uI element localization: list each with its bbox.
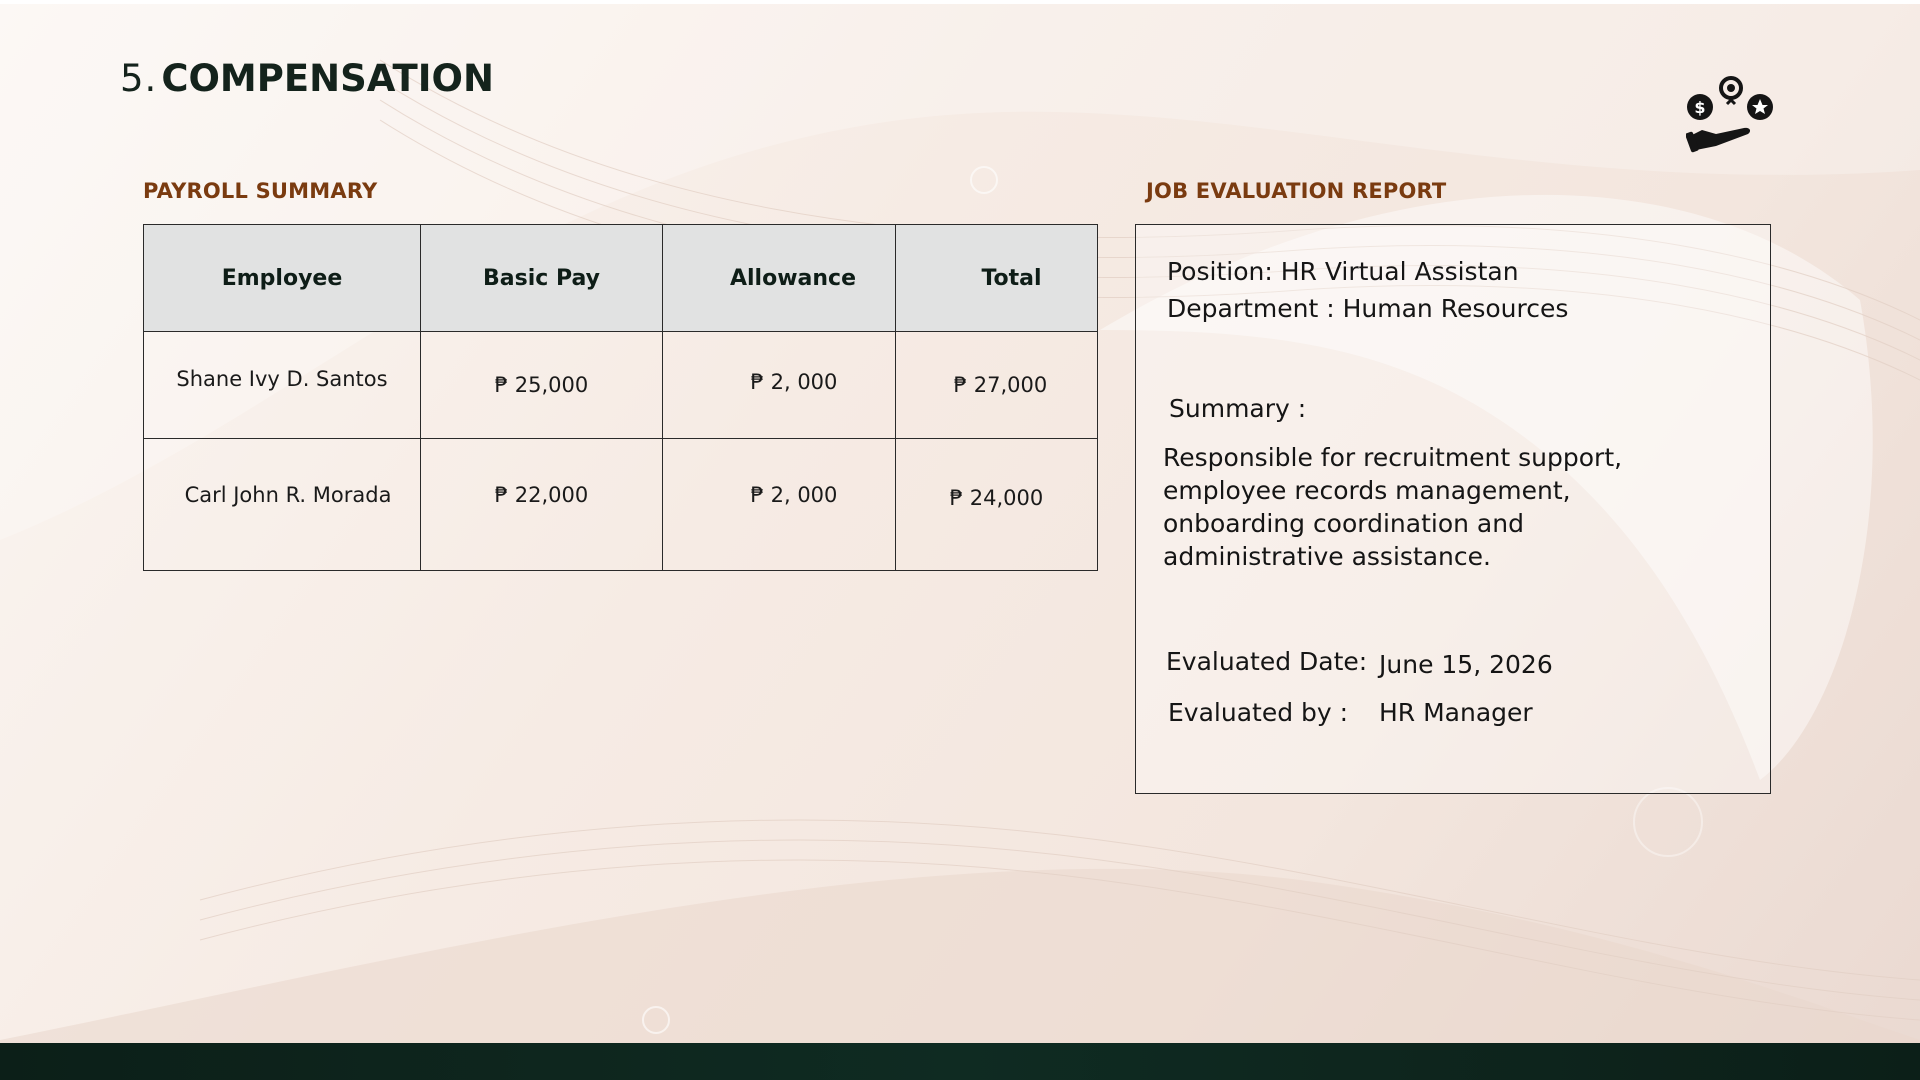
section-number: 5.	[120, 57, 158, 100]
page-title	[120, 54, 494, 104]
footer-bar	[0, 1043, 1920, 1080]
top-strip	[0, 0, 1920, 4]
payroll-summary-heading: PAYROLL SUMMARY	[143, 179, 378, 203]
department-text: Department : Human Resources	[1167, 294, 1569, 323]
evaluated-by-value: HR Manager	[1379, 698, 1533, 727]
cell-total: ₱ 24,000	[896, 439, 1098, 571]
cell-employee: Shane Ivy D. Santos	[144, 332, 421, 439]
job-evaluation-heading: JOB EVALUATION REPORT	[1146, 179, 1447, 203]
evaluated-date-label: Evaluated Date:	[1166, 647, 1368, 676]
payroll-table	[143, 224, 1098, 571]
cell-basic-pay: ₱ 22,000	[421, 439, 663, 571]
evaluated-date-value: June 15, 2026	[1379, 650, 1553, 679]
table-header-row	[144, 225, 1098, 332]
table-row	[144, 332, 1098, 439]
hand-holding-coins-icon	[1686, 74, 1776, 154]
column-header-employee: Employee	[144, 225, 421, 332]
position-text: Position: HR Virtual Assistan	[1167, 257, 1519, 286]
section-title: COMPENSATION	[161, 57, 494, 100]
table-row	[144, 439, 1098, 571]
job-evaluation-box	[1135, 224, 1771, 794]
cell-total: ₱ 27,000	[896, 332, 1098, 439]
summary-text: Responsible for recruitment support, employee records management, onboarding coordination and administrative assistance.	[1163, 443, 1623, 571]
cell-allowance: ₱ 2, 000	[663, 439, 896, 571]
cell-allowance: ₱ 2, 000	[663, 332, 896, 439]
svg-text:$: $	[1694, 98, 1706, 117]
cell-employee: Carl John R. Morada	[144, 439, 421, 571]
column-header-basic-pay: Basic Pay	[421, 225, 663, 332]
evaluated-by-label: Evaluated by :	[1168, 698, 1349, 727]
column-header-allowance: Allowance	[663, 225, 896, 332]
column-header-total: Total	[896, 225, 1098, 332]
cell-basic-pay: ₱ 25,000	[421, 332, 663, 439]
summary-label: Summary :	[1169, 394, 1307, 423]
